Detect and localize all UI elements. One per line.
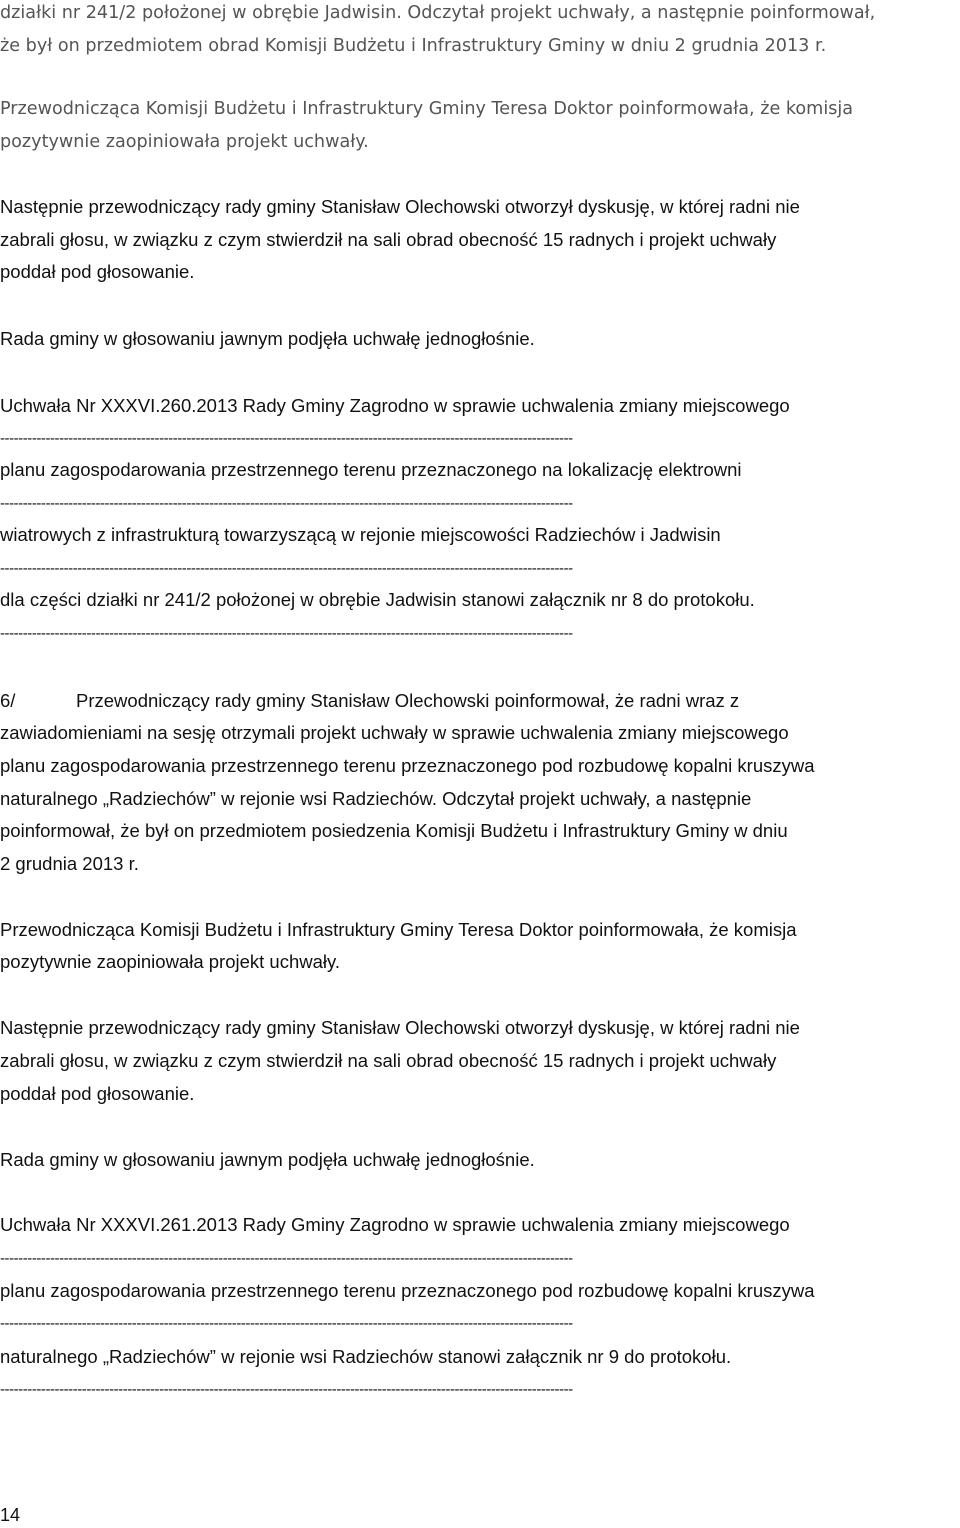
text-line: 2 grudnia 2013 r. <box>0 853 139 874</box>
text-line: planu zagospodarowania przestrzennego terenu przeznaczonego pod rozbudowę kopalni kruszywa <box>0 755 815 776</box>
resolution-title: Uchwała Nr XXXVI.261.2013 Rady Gminy Zagrodno w sprawie uchwalenia zmiany miejscowego <box>0 1214 790 1235</box>
dash-separator: ------------------------------------------------------------------------------------------------------------------------------ <box>0 495 573 512</box>
text-line: pozytywnie zaopiniowała projekt uchwały. <box>0 951 341 972</box>
dash-separator: ------------------------------------------------------------------------------------------------------------------------------ <box>0 1250 573 1267</box>
text-line: zabrali głosu, w związku z czym stwierdził na sali obrad obecność 15 radnych i projekt uchwały <box>0 229 777 250</box>
item-number: 6/ <box>0 690 16 711</box>
text-line: Rada gminy w głosowaniu jawnym podjęła uchwałę jednogłośnie. <box>0 328 535 349</box>
text-line: pozytywnie zaopiniowała projekt uchwały. <box>0 132 369 152</box>
text-line: planu zagospodarowania przestrzennego terenu przeznaczonego na lokalizację elektrowni <box>0 459 742 480</box>
dash-separator: ------------------------------------------------------------------------------------------------------------------------------ <box>0 1315 573 1332</box>
text-line: poddał pod głosowanie. <box>0 261 195 282</box>
text-line: naturalnego „Radziechów” w rejonie wsi Radziechów stanowi załącznik nr 9 do protokołu. <box>0 1346 732 1367</box>
dash-separator: ------------------------------------------------------------------------------------------------------------------------------ <box>0 430 573 447</box>
text-line: planu zagospodarowania przestrzennego terenu przeznaczonego pod rozbudowę kopalni kruszywa <box>0 1280 815 1301</box>
dash-separator: ------------------------------------------------------------------------------------------------------------------------------ <box>0 625 573 642</box>
text-line: działki nr 241/2 położonej w obrębie Jadwisin. Odczytał projekt uchwały, a następnie poinformował, <box>0 3 876 23</box>
text-line: poddał pod głosowanie. <box>0 1083 195 1104</box>
dash-separator: ------------------------------------------------------------------------------------------------------------------------------ <box>0 1381 573 1398</box>
resolution-title: Uchwała Nr XXXVI.260.2013 Rady Gminy Zagrodno w sprawie uchwalenia zmiany miejscowego <box>0 395 790 416</box>
text-line: że był on przedmiotem obrad Komisji Budżetu i Infrastruktury Gminy w dniu 2 grudnia 2013 r. <box>0 36 827 56</box>
item-6-text: Przewodniczący rady gminy Stanisław Olechowski poinformował, że radni wraz z <box>76 690 740 711</box>
text-line: zawiadomieniami na sesję otrzymali projekt uchwały w sprawie uchwalenia zmiany miejscowego <box>0 722 789 743</box>
text-line: poinformował, że był on przedmiotem posiedzenia Komisji Budżetu i Infrastruktury Gminy w dniu <box>0 820 788 841</box>
page-number: 14 <box>0 1505 21 1525</box>
text-line: Następnie przewodniczący rady gminy Stanisław Olechowski otworzył dyskusję, w której radni nie <box>0 1017 800 1038</box>
dash-separator: ------------------------------------------------------------------------------------------------------------------------------ <box>0 560 573 577</box>
text-line: Rada gminy w głosowaniu jawnym podjęła uchwałę jednogłośnie. <box>0 1149 535 1170</box>
text-line: Przewodnicząca Komisji Budżetu i Infrastruktury Gminy Teresa Doktor poinformowała, że komisja <box>0 919 797 940</box>
text-line: naturalnego „Radziechów” w rejonie wsi Radziechów. Odczytał projekt uchwały, a następnie <box>0 788 752 809</box>
text-line: Przewodnicząca Komisji Budżetu i Infrastruktury Gminy Teresa Doktor poinformowała, że komisja <box>0 99 854 119</box>
item-6-first-line <box>0 690 739 712</box>
text-line: Następnie przewodniczący rady gminy Stanisław Olechowski otworzył dyskusję, w której radni nie <box>0 196 800 217</box>
text-line: dla części działki nr 241/2 położonej w obrębie Jadwisin stanowi załącznik nr 8 do protokołu. <box>0 589 755 610</box>
text-line: zabrali głosu, w związku z czym stwierdził na sali obrad obecność 15 radnych i projekt uchwały <box>0 1050 777 1071</box>
text-line: wiatrowych z infrastrukturą towarzyszącą w rejonie miejscowości Radziechów i Jadwisin <box>0 524 721 545</box>
